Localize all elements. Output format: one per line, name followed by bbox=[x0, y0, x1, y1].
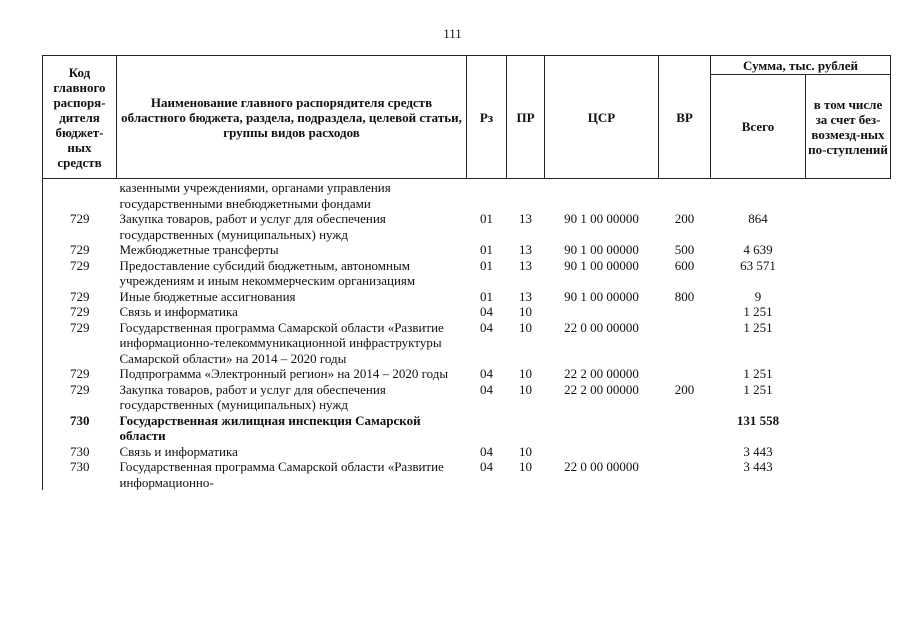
cell-free bbox=[806, 304, 891, 320]
cell-rz: 04 bbox=[480, 304, 493, 319]
table-row bbox=[43, 179, 891, 212]
header-vr: ВР bbox=[659, 56, 711, 179]
cell-total: 9 bbox=[754, 288, 762, 304]
cell-total: 4 639 bbox=[743, 242, 773, 257]
cell-csr: 22 0 00 00000 bbox=[564, 319, 639, 335]
cell-free bbox=[806, 179, 891, 212]
cell-total: 864 bbox=[748, 211, 768, 226]
cell-rz: 04 bbox=[480, 381, 493, 397]
cell-name: Связь и информатика bbox=[119, 443, 238, 459]
cell-vr bbox=[659, 304, 711, 320]
cell-rz: 01 bbox=[480, 257, 493, 273]
cell-code: 729 bbox=[43, 304, 117, 320]
cell-rz bbox=[467, 413, 507, 444]
cell-vr: 200 bbox=[674, 211, 695, 226]
cell-vr: 600 bbox=[674, 257, 695, 273]
cell-code: 729 bbox=[43, 382, 117, 413]
cell-csr bbox=[545, 179, 659, 212]
cell-free bbox=[806, 289, 891, 305]
cell-total: 3 443 bbox=[743, 459, 773, 474]
cell-total: 1 251 bbox=[743, 366, 773, 381]
cell-name: Иные бюджетные ассигнования bbox=[119, 288, 296, 304]
header-sum: Сумма, тыс. рублей bbox=[711, 56, 891, 75]
cell-code: 730 bbox=[43, 459, 117, 490]
cell-free bbox=[806, 242, 891, 258]
cell-name: Закупка товаров, работ и услуг для обеспечения государственных (муниципальных) нужд bbox=[119, 211, 386, 242]
cell-code: 729 bbox=[43, 366, 117, 382]
cell-name: Связь и информатика bbox=[119, 304, 238, 319]
cell-total: 1 251 bbox=[743, 319, 773, 335]
cell-code: 729 bbox=[43, 211, 117, 242]
cell-rz bbox=[467, 179, 507, 212]
cell-name: Закупка товаров, работ и услуг для обеспечения государственных (муниципальных) нужд bbox=[119, 381, 386, 412]
cell-pr: 13 bbox=[519, 288, 532, 304]
cell-rz: 04 bbox=[480, 459, 493, 474]
header-free: в том числе за счет без-возмезд-ных по-ступлений bbox=[806, 75, 891, 179]
budget-table bbox=[42, 55, 891, 490]
header-total: Всего bbox=[711, 75, 806, 179]
cell-rz: 04 bbox=[480, 319, 493, 335]
table-row bbox=[43, 444, 891, 460]
table-row bbox=[43, 366, 891, 382]
cell-name: Межбюджетные трансферты bbox=[119, 242, 279, 257]
cell-csr: 22 2 00 00000 bbox=[564, 366, 639, 381]
cell-free bbox=[806, 413, 891, 444]
cell-code: 729 bbox=[43, 320, 117, 367]
cell-vr bbox=[659, 320, 711, 367]
cell-free bbox=[806, 258, 891, 289]
cell-vr bbox=[659, 179, 711, 212]
table-row bbox=[43, 304, 891, 320]
cell-pr: 10 bbox=[519, 459, 532, 474]
header-name: Наименование главного распорядителя средств областного бюджета, раздела, подраздела, целевой статьи, группы видов расходов bbox=[117, 56, 467, 179]
page-number: 111 bbox=[443, 26, 462, 41]
cell-code: 729 bbox=[43, 258, 117, 289]
table-row bbox=[43, 258, 891, 289]
cell-pr bbox=[507, 179, 545, 212]
cell-rz: 04 bbox=[480, 366, 493, 381]
cell-vr: 500 bbox=[674, 242, 695, 257]
cell-csr: 90 1 00 00000 bbox=[564, 257, 639, 273]
cell-name: казенными учреждениями, органами управления государственными внебюджетными фондами bbox=[119, 180, 391, 211]
cell-csr: 22 0 00 00000 bbox=[564, 459, 639, 474]
cell-total: 63 571 bbox=[740, 257, 776, 273]
cell-vr: 800 bbox=[674, 288, 695, 304]
cell-total: 1 251 bbox=[743, 381, 773, 397]
cell-free bbox=[806, 320, 891, 367]
table-body bbox=[43, 179, 891, 491]
table-row bbox=[43, 320, 891, 367]
cell-csr: 90 1 00 00000 bbox=[564, 242, 639, 257]
cell-pr: 10 bbox=[519, 366, 532, 381]
cell-code: 729 bbox=[43, 289, 117, 305]
cell-free bbox=[806, 444, 891, 460]
header-code: Код главного распоря-дителя бюджет-ных средств bbox=[43, 56, 117, 179]
cell-vr bbox=[659, 444, 711, 460]
cell-pr: 10 bbox=[519, 381, 532, 397]
cell-name: Подпрограмма «Электронный регион» на 2014 – 2020 годы bbox=[119, 366, 449, 381]
table-row bbox=[43, 382, 891, 413]
cell-pr: 10 bbox=[519, 443, 532, 459]
cell-csr bbox=[545, 304, 659, 320]
cell-name: Государственная жилищная инспекция Самарской области bbox=[119, 412, 421, 443]
cell-name: Предоставление субсидий бюджетным, автономным учреждениям и иным некоммерческим организациям bbox=[119, 257, 416, 288]
cell-csr: 90 1 00 00000 bbox=[564, 211, 639, 226]
cell-name: Государственная программа Самарской области «Развитие информационно-телекоммуникационной инфраструктуры Самарской области» на 2014 – 2020 годы bbox=[119, 319, 444, 366]
cell-vr: 200 bbox=[674, 381, 695, 397]
table-row bbox=[43, 242, 891, 258]
cell-total bbox=[711, 179, 806, 212]
cell-free bbox=[806, 459, 891, 490]
cell-csr: 22 2 00 00000 bbox=[564, 381, 639, 397]
cell-total: 131 558 bbox=[736, 412, 780, 428]
cell-rz: 01 bbox=[480, 211, 493, 226]
cell-vr bbox=[659, 366, 711, 382]
cell-total: 1 251 bbox=[743, 304, 773, 319]
cell-code: 729 bbox=[43, 242, 117, 258]
cell-csr: 90 1 00 00000 bbox=[564, 288, 639, 304]
table-row bbox=[43, 289, 891, 305]
cell-vr bbox=[659, 413, 711, 444]
cell-vr bbox=[659, 459, 711, 490]
cell-free bbox=[806, 211, 891, 242]
cell-csr bbox=[545, 413, 659, 444]
header-rz: Рз bbox=[467, 56, 507, 179]
cell-code: 730 bbox=[43, 413, 117, 444]
cell-code: 730 bbox=[43, 444, 117, 460]
cell-pr: 13 bbox=[519, 211, 532, 226]
cell-free bbox=[806, 382, 891, 413]
cell-total: 3 443 bbox=[743, 443, 773, 459]
cell-code bbox=[43, 179, 117, 212]
header-csr: ЦСР bbox=[545, 56, 659, 179]
cell-pr bbox=[507, 413, 545, 444]
cell-csr bbox=[545, 444, 659, 460]
cell-pr: 10 bbox=[519, 304, 532, 319]
cell-pr: 13 bbox=[519, 242, 532, 257]
cell-pr: 10 bbox=[519, 319, 532, 335]
header-pr: ПР bbox=[507, 56, 545, 179]
cell-name: Государственная программа Самарской области «Развитие информационно- bbox=[119, 459, 444, 490]
table-row bbox=[43, 459, 891, 490]
table-row bbox=[43, 413, 891, 444]
table-header bbox=[43, 56, 891, 179]
table-row bbox=[43, 211, 891, 242]
cell-rz: 04 bbox=[480, 443, 493, 459]
cell-rz: 01 bbox=[480, 242, 493, 257]
cell-rz: 01 bbox=[480, 288, 493, 304]
cell-pr: 13 bbox=[519, 257, 532, 273]
cell-free bbox=[806, 366, 891, 382]
